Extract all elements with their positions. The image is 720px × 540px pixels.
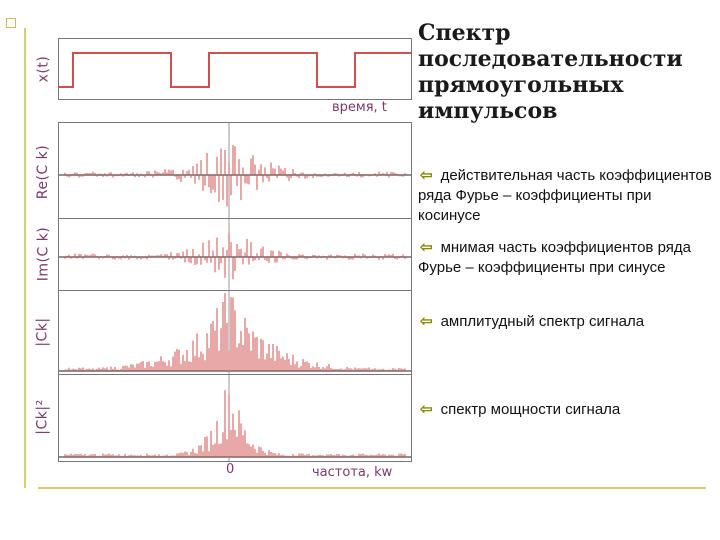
bullet-abs-text: амплитудный спектр сигнала (440, 313, 645, 330)
left-arrow-icon: ⇦ (420, 401, 433, 418)
left-arrow-icon: ⇦ (420, 239, 433, 256)
re-panel (58, 122, 412, 220)
re-spectrum-plot (59, 123, 411, 219)
bullet-re-text: действительная часть коэффициентов ряда Фурье – коэффициенты при косинусе (418, 167, 712, 224)
im-panel (58, 218, 412, 292)
title-block (418, 20, 714, 124)
im-spectrum-plot (59, 219, 411, 291)
time-signal-plot (59, 39, 411, 99)
bullet-re (418, 166, 712, 226)
time-signal-panel (58, 38, 412, 100)
freq-xlabel: частота, kw (312, 465, 393, 480)
abs-panel (58, 290, 412, 376)
bullet-im-text: мнимая часть коэффициентов ряда Фурье – коэффициенты при синусе (418, 239, 691, 276)
zero-tick-label: 0 (226, 462, 235, 477)
time-ylabel: x(t) (35, 55, 52, 83)
left-rule-decoration (24, 28, 26, 488)
power-spectrum-plot (59, 375, 411, 461)
left-arrow-icon: ⇦ (420, 167, 433, 184)
pow-ylabel: |Ck|² (35, 399, 51, 435)
re-ylabel: Re(C k) (35, 144, 51, 200)
slide-title: Спектр последовательности прямоугольных импульсов (418, 20, 683, 124)
bullet-pow (418, 400, 712, 420)
spectrum-figure (30, 38, 402, 488)
time-xlabel: время, t (332, 100, 387, 115)
pow-panel (58, 374, 412, 462)
bullet-pow-text: спектр мощности сигнала (440, 401, 621, 418)
bullet-abs (418, 312, 712, 332)
pulse-train-line (59, 53, 411, 87)
corner-square-decoration (6, 18, 16, 28)
im-ylabel: Im(C k) (35, 226, 51, 282)
abs-spectrum-plot (59, 291, 411, 375)
abs-ylabel: |Ck| (35, 317, 52, 347)
bullet-im (418, 238, 712, 278)
left-arrow-icon: ⇦ (420, 313, 433, 330)
